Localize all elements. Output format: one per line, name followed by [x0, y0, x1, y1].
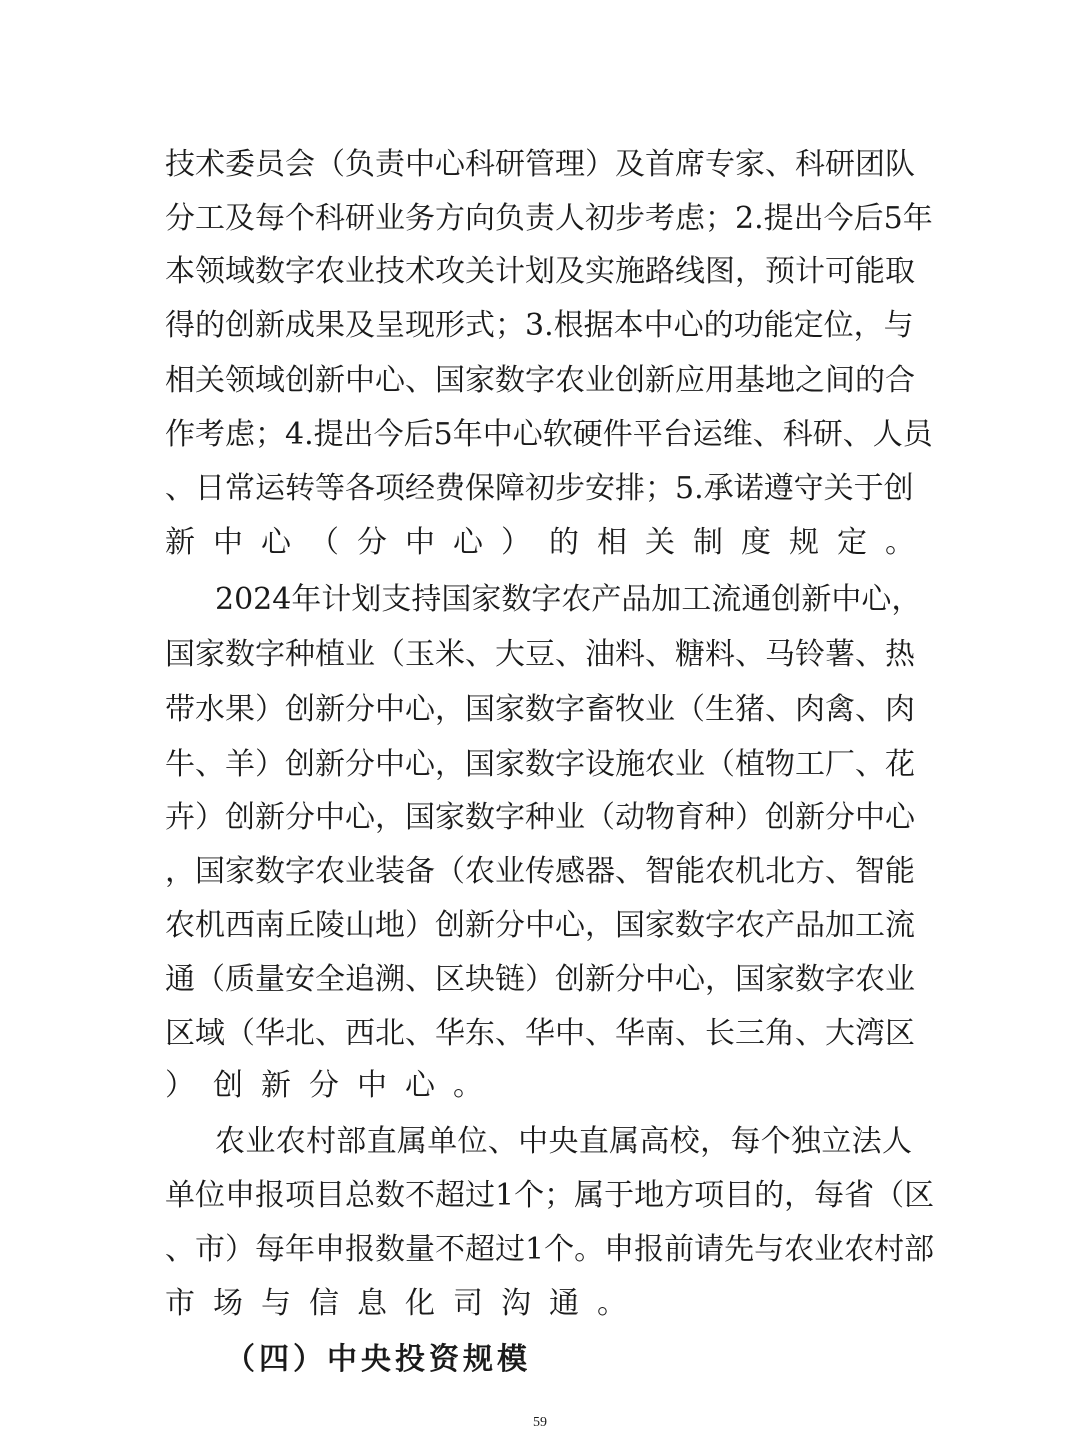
- text-line: 作考虑；4.提出今后5年中心软硬件平台运维、科研、人员: [165, 417, 933, 452]
- text-line: 单位申报项目总数不超过1个；属于地方项目的，每省（区: [165, 1178, 935, 1213]
- text-line: 区域（华北、西北、华东、华中、华南、长三角、大湾区: [165, 1016, 915, 1051]
- page-number: 59: [533, 1415, 547, 1430]
- text-line: 农机西南丘陵山地）创新分中心，国家数字农产品加工流: [165, 908, 915, 943]
- text-line: ）创新分中心。: [165, 1068, 501, 1103]
- section-heading: （四）中央投资规模: [225, 1342, 531, 1377]
- text-line: 得的创新成果及呈现形式；3.根据本中心的功能定位，与: [165, 308, 914, 343]
- text-line: 本领域数字农业技术攻关计划及实施路线图，预计可能取: [165, 254, 915, 289]
- text-line: 2024年计划支持国家数字农产品加工流通创新中心，: [215, 582, 922, 617]
- text-line: 新中心（分中心）的相关制度规定。: [165, 525, 933, 560]
- text-line: 相关领域创新中心、国家数字农业创新应用基地之间的合: [165, 363, 915, 398]
- text-line: 通（质量安全追溯、区块链）创新分中心，国家数字农业: [165, 962, 915, 997]
- text-line: 卉）创新分中心，国家数字种业（动物育种）创新分中心: [165, 800, 915, 835]
- text-line: 农业农村部直属单位、中央直属高校，每个独立法人: [215, 1124, 912, 1159]
- text-line: 牛、羊）创新分中心，国家数字设施农业（植物工厂、花: [165, 747, 915, 782]
- text-line: ，国家数字农业装备（农业传感器、智能农机北方、智能: [165, 854, 915, 889]
- text-line: 国家数字种植业（玉米、大豆、油料、糖料、马铃薯、热: [165, 637, 915, 672]
- text-line: 带水果）创新分中心，国家数字畜牧业（生猪、肉禽、肉: [165, 692, 915, 727]
- text-line: 、市）每年申报数量不超过1个。申报前请先与农业农村部: [165, 1232, 935, 1267]
- text-line: 市场与信息化司沟通。: [165, 1286, 645, 1321]
- text-line: 、日常运转等各项经费保障初步安排；5.承诺遵守关于创: [165, 471, 914, 506]
- text-line: 分工及每个科研业务方向负责人初步考虑；2.提出今后5年: [165, 201, 933, 236]
- text-line: 技术委员会（负责中心科研管理）及首席专家、科研团队: [165, 147, 915, 182]
